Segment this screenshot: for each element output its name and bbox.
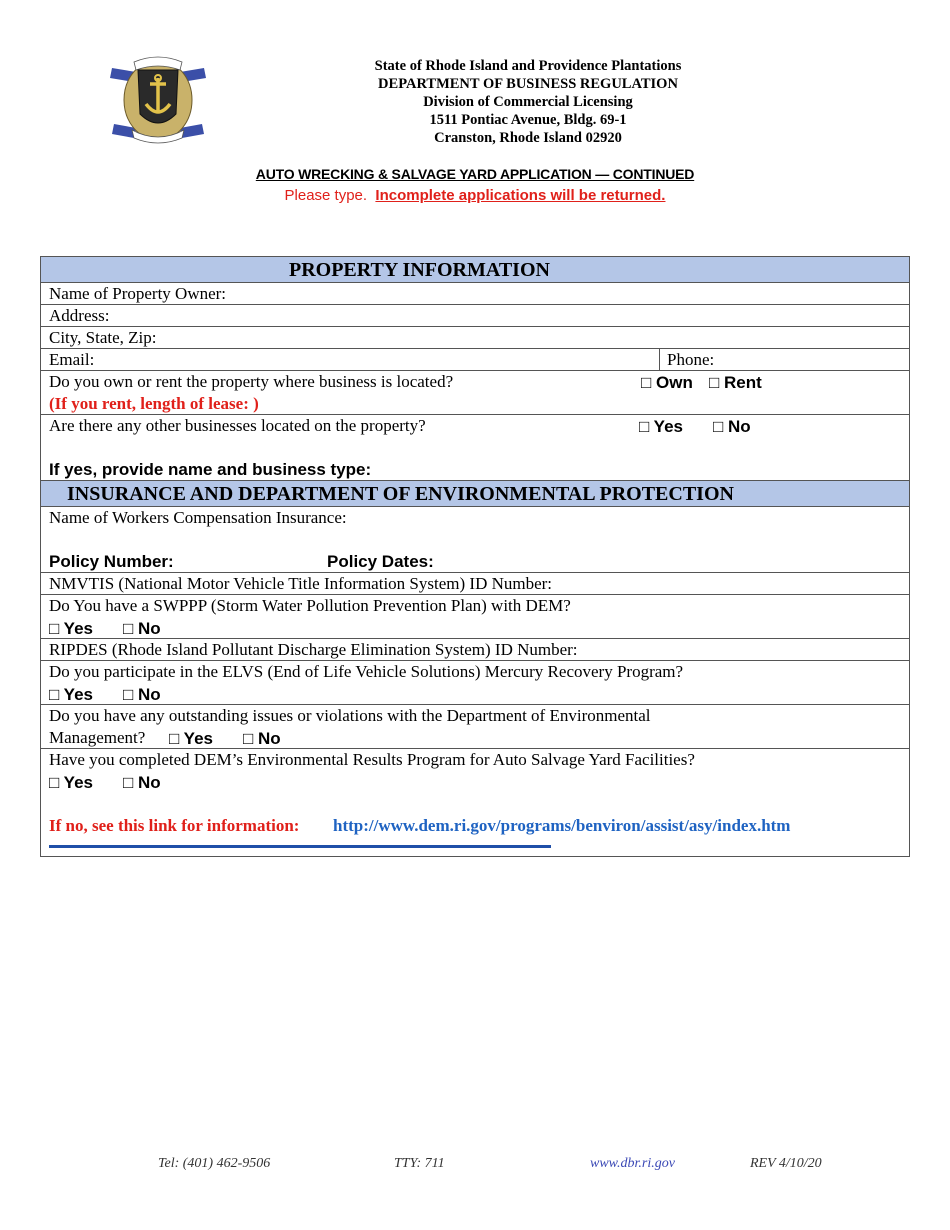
nmvtis-label: NMVTIS (National Motor Vehicle Title Information System) ID Number: [49, 574, 553, 593]
results-no[interactable]: □ No [123, 773, 161, 792]
policy-dates-label[interactable]: Policy Dates: [327, 552, 434, 571]
ripdes-row[interactable] [41, 639, 909, 661]
own-rent-question: Do you own or rent the property where business is located? [49, 372, 454, 391]
email-label[interactable]: Email: [49, 350, 95, 369]
city-label: City, State, Zip: [49, 328, 157, 347]
policy-number-label[interactable]: Policy Number: [49, 552, 174, 571]
footer-web-wrap [590, 1156, 675, 1172]
footer-website-link[interactable]: www.dbr.ri.gov [590, 1156, 675, 1171]
agency-line-state: State of Rhode Island and Providence Plantations [374, 58, 682, 74]
ripdes-label: RIPDES (Rhode Island Pollutant Discharge Elimination System) ID Number: [49, 640, 578, 659]
swppp-row [41, 595, 909, 639]
incomplete-warning: Incomplete applications will be returned. [375, 187, 666, 204]
agency-line-city: Cranston, Rhode Island 02920 [434, 130, 622, 146]
swppp-yes[interactable]: □ Yes [49, 619, 93, 638]
results-program-question: Have you completed DEM’s Environmental Results Program for Auto Salvage Yard Facilities? [49, 750, 695, 769]
property-header-row [41, 257, 909, 283]
owner-label: Name of Property Owner: [49, 284, 227, 303]
violations-question-line2: Management? [49, 728, 146, 747]
elvs-row [41, 661, 909, 705]
other-business-question: Are there any other businesses located on the property? [49, 416, 426, 435]
violations-question-line1: Do you have any outstanding issues or violations with the Department of Environmental [49, 706, 651, 725]
agency-line-street: 1511 Pontiac Avenue, Bldg. 69-1 [429, 112, 627, 128]
insurance-header-row [41, 481, 909, 507]
violations-yes[interactable]: □ Yes [169, 729, 213, 748]
application-form [40, 256, 910, 857]
violations-no[interactable]: □ No [243, 729, 281, 748]
agency-line-division: Division of Commercial Licensing [423, 94, 633, 110]
instructions [0, 187, 950, 204]
lease-length-label[interactable]: (If you rent, length of lease: ) [49, 394, 259, 413]
nmvtis-row[interactable] [41, 573, 909, 595]
elvs-no[interactable]: □ No [123, 685, 161, 704]
rent-checkbox[interactable]: □ Rent [709, 373, 762, 392]
footer-tty: TTY: 711 [394, 1156, 445, 1171]
other-business-row [41, 415, 909, 481]
own-rent-row [41, 371, 909, 415]
results-yes[interactable]: □ Yes [49, 773, 93, 792]
other-business-no[interactable]: □ No [713, 417, 751, 436]
signature-underline [49, 845, 551, 848]
address-label: Address: [49, 306, 110, 325]
dem-info-link[interactable]: http://www.dem.ri.gov/programs/benviron/assist/asy/index.htm [333, 816, 791, 835]
property-header: PROPERTY INFORMATION [289, 259, 550, 281]
owner-row[interactable] [41, 283, 909, 305]
footer-revision: REV 4/10/20 [750, 1156, 822, 1171]
elvs-question: Do you participate in the ELVS (End of Life Vehicle Solutions) Mercury Recovery Program? [49, 662, 684, 681]
phone-label[interactable]: Phone: [667, 350, 715, 369]
rhode-island-seal [108, 54, 208, 146]
insurance-header: INSURANCE AND DEPARTMENT OF ENVIRONMENTAL PROTECTION [67, 483, 734, 505]
workers-comp-row [41, 507, 909, 573]
elvs-yes[interactable]: □ Yes [49, 685, 93, 704]
results-program-row [41, 749, 909, 857]
address-row[interactable] [41, 305, 909, 327]
application-title: AUTO WRECKING & SALVAGE YARD APPLICATION — CONTINUED [255, 166, 695, 182]
own-checkbox[interactable]: □ Own [641, 373, 693, 392]
email-phone-row [41, 349, 909, 371]
swppp-no[interactable]: □ No [123, 619, 161, 638]
if-no-label: If no, see this link for information: [49, 816, 300, 835]
city-row[interactable] [41, 327, 909, 349]
if-yes-label[interactable]: If yes, provide name and business type: [49, 460, 372, 479]
footer-tel: Tel: (401) 462-9506 [158, 1156, 271, 1171]
swppp-question: Do You have a SWPPP (Storm Water Pollution Prevention Plan) with DEM? [49, 596, 571, 615]
please-type: Please type. [284, 187, 368, 204]
email-phone-divider [659, 349, 660, 370]
agency-address [300, 57, 756, 147]
workers-comp-label[interactable]: Name of Workers Compensation Insurance: [49, 508, 347, 527]
agency-line-department: DEPARTMENT OF BUSINESS REGULATION [378, 76, 678, 92]
other-business-yes[interactable]: □ Yes [639, 417, 683, 436]
violations-row [41, 705, 909, 749]
